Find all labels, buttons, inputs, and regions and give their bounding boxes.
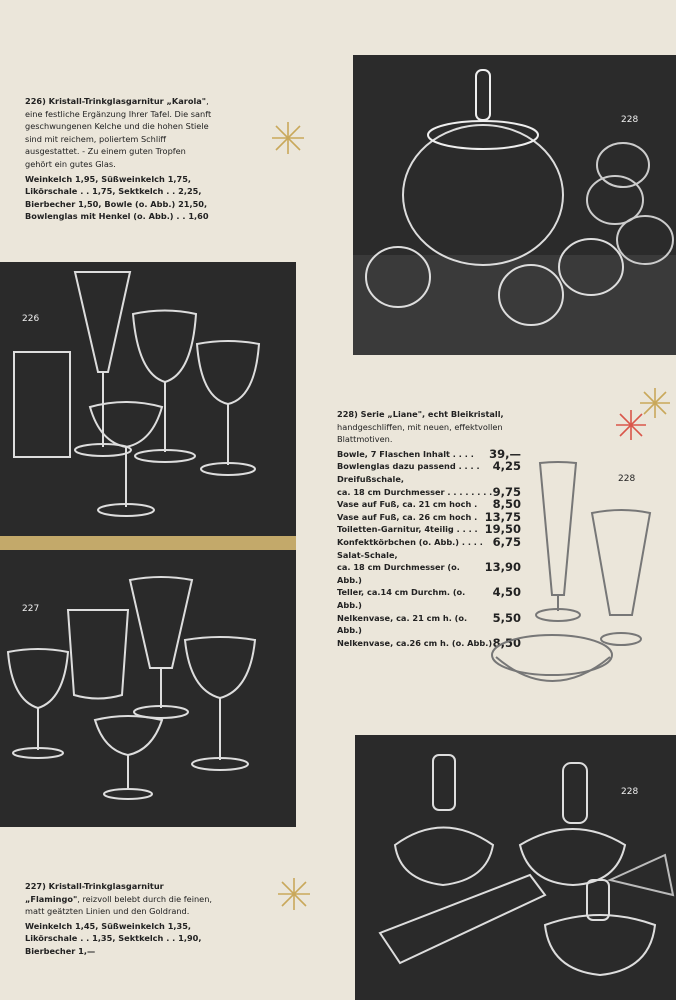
- price-line-label: Bowle, 7 Flaschen Inhalt . . . .: [337, 448, 474, 459]
- price-line-price: 8,50: [492, 497, 521, 512]
- item-227-prices: Weinkelch 1,45, Süßweinkelch 1,35, Likörschale . . 1,35, Sektkelch . . 1,90, Bierbecher 1,—: [25, 920, 202, 956]
- photo-227-flamingo-glasses: [0, 550, 296, 827]
- price-line-price: 19,50: [484, 522, 521, 537]
- photo-228-bowl-set: [353, 55, 676, 355]
- price-line-label: Nelkenvase, ca. 21 cm h. (o. Abb.): [337, 612, 468, 636]
- item-226-prices: Weinkelch 1,95, Süßweinkelch 1,75, Likörschale . . 1,75, Sektkelch . . 2,25, Bierbecher 1,50, Bowle (o. Abb.) 21,50, Bowlenglas mit Henkel (o. Abb.) . . 1,60: [25, 173, 209, 222]
- photo-number: 228: [621, 115, 639, 125]
- price-line-label: Teller, ca.14 cm Durchm. (o. Abb.): [337, 587, 466, 610]
- price-line-label: Dreifußschale,: [337, 473, 405, 484]
- price-line-label: Toiletten-Garnitur, 4teilig . . . .: [337, 524, 478, 535]
- item-226-description: 226) Kristall-Trinkglasgarnitur „Karola", eine festliche Ergänzung Ihrer Tafel. Die sanft geschwungenen Kelche und die hohen Stiele sind mit reichem, poliertem Schliff ausgestattet. - Zu einem guten Tropfen gehört ein gutes Glas.: [25, 96, 212, 169]
- price-line-label: Bowlenglas dazu passend . . . .: [337, 461, 480, 472]
- photo-number: 228: [621, 787, 639, 797]
- price-line-label: Vase auf Fuß, ca. 21 cm hoch .: [337, 499, 478, 510]
- price-line-label: Salat-Schale,: [337, 549, 398, 560]
- photo-number: 227: [22, 604, 40, 614]
- photo-228-toiletry-set: [355, 735, 676, 1000]
- price-line-price: 5,50: [492, 610, 521, 625]
- price-line-label: Nelkenvase, ca.26 cm h. (o. Abb.): [337, 637, 493, 648]
- item-228-description: 228) Serie „Liane", echt Bleikristall, handgeschliffen, mit neuen, effektvollen Blattmotiven.: [337, 409, 504, 445]
- price-line-price: 4,25: [492, 459, 521, 474]
- star-ornament: [276, 876, 312, 912]
- price-line-price: 9,75: [492, 484, 521, 499]
- star-ornament: [614, 408, 648, 442]
- price-line-label: ca. 18 cm Durchmesser . . . . . . . .: [337, 486, 493, 497]
- price-line-label: ca. 18 cm Durchmesser (o. Abb.): [337, 562, 460, 585]
- price-line-label: Vase auf Fuß, ca. 26 cm hoch .: [337, 511, 478, 522]
- price-line-price: 13,75: [484, 509, 521, 524]
- star-ornament: [270, 120, 306, 156]
- photo-number: 226: [22, 314, 40, 324]
- item-226-text: [25, 95, 215, 223]
- vases-and-tripod-bowl: [488, 455, 668, 715]
- price-line-price: 6,75: [492, 534, 521, 549]
- price-line-price: 39,—: [489, 446, 521, 461]
- photo-226-karola-glasses: [0, 262, 296, 537]
- gold-divider: [0, 536, 296, 550]
- price-line-price: 8,50: [492, 635, 521, 650]
- item-227-text: [25, 880, 215, 958]
- item-227-description: 227) Kristall-Trinkglasgarnitur „Flamingo", reizvoll belebt durch die feinen, matt geätzten Linien und den Goldrand.: [25, 881, 212, 917]
- photo-number: 228: [618, 474, 636, 484]
- price-line-price: 4,50: [492, 585, 521, 600]
- price-line-price: 13,90: [484, 560, 521, 575]
- price-line-label: Konfektkörbchen (o. Abb.) . . . .: [337, 536, 483, 547]
